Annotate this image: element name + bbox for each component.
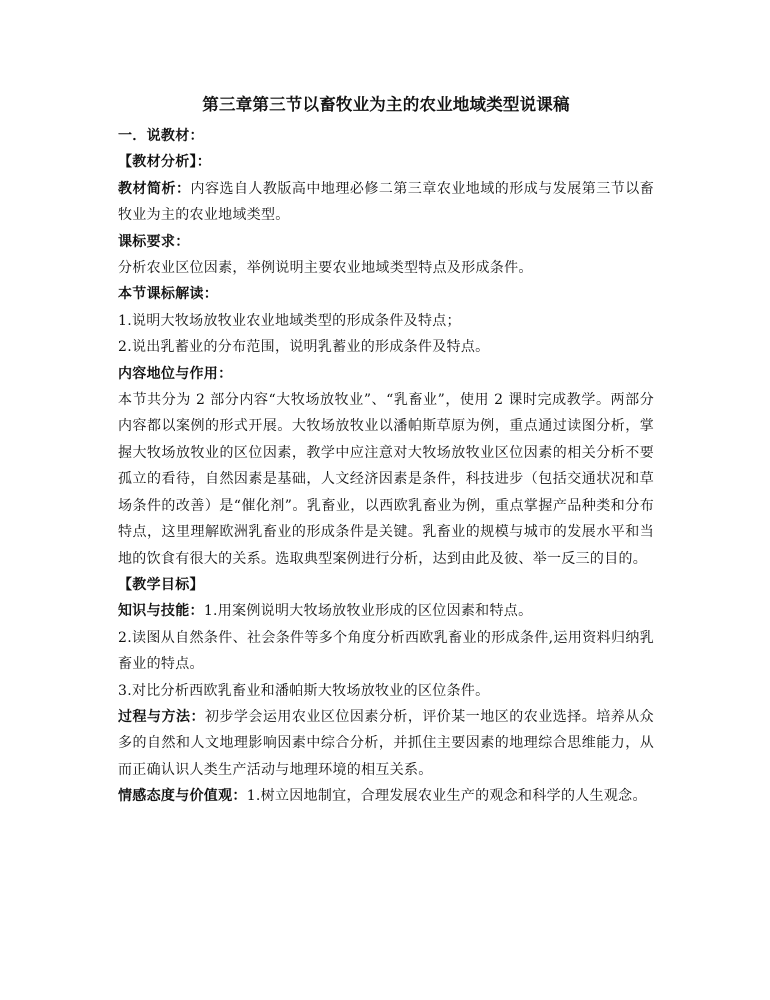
standard-interpretation-item: 1.说明大牧场放牧业农业地域类型的形成条件及特点； [118,312,461,329]
knowledge-skills-paragraph [118,598,654,624]
curriculum-standard-heading: 课标要求： [118,233,190,250]
standard-interpretation-item: 2.说出乳蓄业的分布范围，说明乳蓄业的形成条件及特点。 [118,339,490,356]
section-heading-textbook: 一．说教材： [118,128,204,144]
emotion-values-paragraph [118,783,654,809]
knowledge-skills-first-item: 1.用案例说明大牧场放牧业形成的区位因素和特点。 [203,603,533,620]
content-role-text: 本节共分为 2 部分内容“大牧场放牧业”、“乳畜业”，使用 2 课时完成教学。两部分内容都以案例的形式开展。大牧场放牧业以潘帕斯草原为例，重点通过读图分析，掌握大牧场放牧业的区位因素，教学中应注意对大牧场放牧业区位因素的相关分析不要孤立的看待，自然因素是基础，人文经济因素是条件，科技进步（包括交通状况和草场条件的改善）是“催化剂”。乳畜业，以西欧乳畜业为例，重点掌握产品种类和分布特点，这里理解欧洲乳畜业的形成条件是关键。乳畜业的规模与城市的发展水平和当地的饮食有很大的关系。选取典型案例进行分析，达到由此及彼、举一反三的目的。 [118,392,654,567]
textbook-intro-text: 内容选自人教版高中地理必修二第三章农业地域的形成与发展第三节以畜牧业为主的农业地域类型。 [118,180,654,224]
emotion-values-label: 情感态度与价值观： [118,788,247,805]
textbook-intro-paragraph [118,176,654,229]
textbook-intro-label: 教材简析： [118,180,191,197]
document-title: 第三章第三节以畜牧业为主的农业地域类型说课稿 [202,95,570,114]
curriculum-standard-text: 分析农业区位因素，举例说明主要农业地域类型特点及形成条件。 [118,260,533,277]
process-methods-paragraph [118,704,654,783]
textbook-analysis-heading: 【教材分析】： [118,154,212,171]
process-methods-label: 过程与方法： [118,708,205,725]
process-methods-text: 初步学会运用农业区位因素分析，评价某一地区的农业选择。培养从众多的自然和人文地理影响因素中综合分析，并抓住主要因素的地理综合思维能力，从而正确认识人类生产活动与地理环境的相互关系。 [118,708,654,778]
knowledge-skills-item: 3.对比分析西欧乳畜业和潘帕斯大牧场放牧业的区位条件。 [118,682,490,699]
knowledge-skills-item: 2.读图从自然条件、社会条件等多个角度分析西欧乳畜业的形成条件,运用资料归纳乳畜业的特点。 [118,629,654,673]
document-body [118,90,654,810]
emotion-values-text: 1.树立因地制宜，合理发展农业生产的观念和科学的人生观念。 [246,788,647,805]
content-role-heading: 内容地位与作用： [118,365,233,382]
standard-interpretation-heading: 本节课标解读： [118,286,219,303]
knowledge-skills-label: 知识与技能： [118,603,204,620]
teaching-goals-heading: 【教学目标】 [118,576,204,593]
